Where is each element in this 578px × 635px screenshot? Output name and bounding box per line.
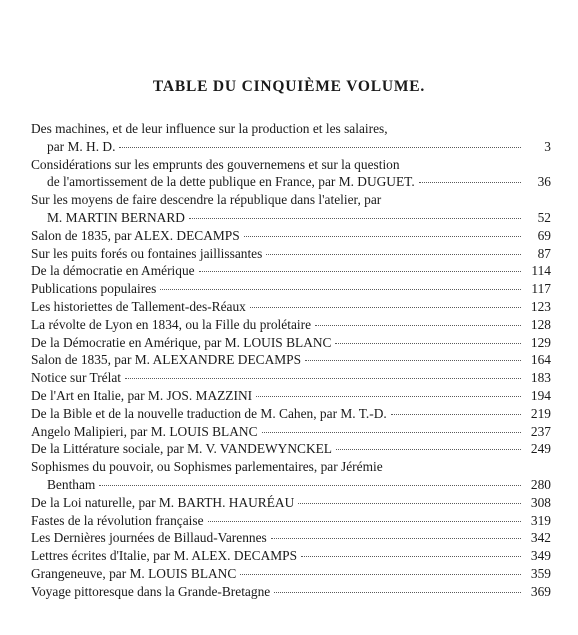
toc-entry [31, 583, 551, 601]
toc-entry-last-line [31, 280, 551, 298]
toc-page-number: 3 [544, 138, 551, 154]
toc-page-number: 194 [530, 387, 551, 403]
toc-entry-text: Notice sur Trélat [31, 370, 122, 386]
toc-entry-last-line [31, 405, 551, 423]
toc-entry [31, 512, 551, 530]
toc-entry-last-line [31, 138, 551, 156]
toc-entry-last-line [31, 369, 551, 387]
toc-entry-text: Angelo Malipieri, par M. LOUIS BLANC [31, 423, 258, 439]
toc-entry-last-line [31, 227, 551, 245]
toc-page-number: 219 [530, 405, 551, 421]
toc-entry-text: de l'amortissement de la dette publique en France, par M. DUGUET. [47, 174, 415, 190]
table-of-contents [31, 120, 551, 601]
toc-entry [31, 369, 551, 387]
toc-page-number: 129 [530, 334, 551, 350]
toc-page-number: 69 [537, 227, 551, 243]
toc-entry-text: Salon de 1835, par M. ALEXANDRE DECAMPS [31, 352, 302, 368]
toc-entry [31, 334, 551, 352]
toc-entry-last-line [31, 173, 551, 191]
toc-page-number: 280 [530, 476, 551, 492]
dot-leader [335, 343, 521, 344]
toc-entry-line [31, 120, 551, 138]
toc-entry-text: Grangeneuve, par M. LOUIS BLANC [31, 565, 237, 581]
dot-leader [271, 538, 521, 539]
toc-entry [31, 262, 551, 280]
dot-leader [208, 521, 521, 522]
dot-leader [274, 592, 521, 593]
toc-page-number: 36 [537, 174, 551, 190]
toc-entry-last-line [31, 565, 551, 583]
toc-entry [31, 351, 551, 369]
toc-page-number: 308 [530, 494, 551, 510]
dot-leader [419, 182, 521, 183]
dot-leader [336, 449, 521, 450]
toc-entry-last-line [31, 334, 551, 352]
toc-entry-text: De la démocratie en Amérique [31, 263, 195, 279]
toc-page-number: 123 [530, 298, 551, 314]
toc-entry-line [31, 458, 551, 476]
toc-entry [31, 316, 551, 334]
toc-page-number: 237 [530, 423, 551, 439]
toc-entry-text: De la Loi naturelle, par M. BARTH. HAURÉAU [31, 494, 295, 510]
toc-entry [31, 423, 551, 441]
toc-entry-line [31, 191, 551, 209]
toc-entry [31, 565, 551, 583]
toc-entry-last-line [31, 547, 551, 565]
toc-page-number: 87 [537, 245, 551, 261]
dot-leader [305, 360, 521, 361]
toc-page-number: 342 [530, 530, 551, 546]
toc-entry-text: Les historiettes de Tallement-des-Réaux [31, 298, 246, 314]
toc-entry [31, 156, 551, 192]
toc-entry-text: La révolte de Lyon en 1834, ou la Fille du prolétaire [31, 316, 312, 332]
toc-entry-last-line [31, 245, 551, 263]
toc-entry-text: Sophismes du pouvoir, ou Sophismes parlementaires, par Jérémie [31, 459, 383, 475]
toc-entry-text: Des machines, et de leur influence sur la production et les salaires, [31, 121, 388, 136]
toc-page-number: 369 [530, 583, 551, 599]
toc-page-number: 249 [530, 441, 551, 457]
toc-page-number: 359 [530, 565, 551, 581]
toc-entry [31, 191, 551, 227]
toc-entry [31, 547, 551, 565]
dot-leader [244, 236, 521, 237]
toc-page-number: 349 [530, 548, 551, 564]
toc-entry-last-line [31, 209, 551, 227]
toc-page-number: 128 [530, 316, 551, 332]
toc-page-number: 117 [531, 281, 551, 297]
toc-entry-line [31, 156, 551, 174]
toc-entry-text: De la Démocratie en Amérique, par M. LOUIS BLANC [31, 334, 332, 350]
toc-entry-text: De la Bible et de la nouvelle traduction de M. Cahen, par M. T.-D. [31, 405, 387, 421]
toc-entry [31, 494, 551, 512]
toc-entry-last-line [31, 512, 551, 530]
dot-leader [99, 485, 521, 486]
toc-page-number: 164 [530, 352, 551, 368]
toc-entry-text: Sur les moyens de faire descendre la république dans l'atelier, par [31, 192, 382, 208]
dot-leader [256, 396, 521, 397]
toc-page-number: 319 [530, 512, 551, 528]
dot-leader [262, 432, 522, 433]
toc-entry-text: Voyage pittoresque dans la Grande-Bretagne [31, 583, 271, 599]
toc-entry [31, 227, 551, 245]
toc-entry-text: Sur les puits forés ou fontaines jaillissantes [31, 245, 263, 261]
dot-leader [301, 556, 521, 557]
dot-leader [160, 289, 521, 290]
toc-entry-last-line [31, 423, 551, 441]
toc-entry-last-line [31, 476, 551, 494]
dot-leader [315, 325, 521, 326]
toc-entry [31, 440, 551, 458]
toc-entry [31, 529, 551, 547]
dot-leader [240, 574, 521, 575]
dot-leader [250, 307, 521, 308]
dot-leader [298, 503, 521, 504]
toc-entry-text: Salon de 1835, par ALEX. DECAMPS [31, 227, 240, 243]
toc-entry [31, 280, 551, 298]
page-title: TABLE DU CINQUIÈME VOLUME. [152, 78, 426, 95]
toc-entry-last-line [31, 316, 551, 334]
toc-entry-text: De la Littérature sociale, par M. V. VANDEWYNCKEL [31, 441, 332, 457]
toc-entry-text: par M. H. D. [47, 138, 116, 154]
toc-entry-text: De l'Art en Italie, par M. JOS. MAZZINI [31, 387, 253, 403]
toc-entry-text: Publications populaires [31, 281, 157, 297]
dot-leader [391, 414, 521, 415]
toc-entry [31, 387, 551, 405]
toc-entry-last-line [31, 351, 551, 369]
toc-entry-text: Lettres écrites d'Italie, par M. ALEX. DECAMPS [31, 548, 298, 564]
dot-leader [189, 218, 521, 219]
toc-entry-last-line [31, 529, 551, 547]
toc-entry [31, 405, 551, 423]
toc-entry-last-line [31, 494, 551, 512]
toc-entry-text: Les Dernières journées de Billaud-Varennes [31, 530, 267, 546]
toc-entry [31, 120, 551, 156]
toc-entry-last-line [31, 387, 551, 405]
dot-leader [125, 378, 521, 379]
toc-entry [31, 458, 551, 494]
toc-entry-text: Considérations sur les emprunts des gouvernemens et sur la question [31, 156, 400, 172]
toc-entry-text: M. MARTIN BERNARD [47, 209, 185, 225]
dot-leader [266, 254, 521, 255]
toc-page-number: 114 [531, 263, 551, 279]
toc-entry-last-line [31, 298, 551, 316]
dot-leader [119, 147, 521, 148]
toc-entry-last-line [31, 440, 551, 458]
toc-page-number: 183 [530, 370, 551, 386]
toc-entry [31, 245, 551, 263]
toc-entry-last-line [31, 262, 551, 280]
toc-entry-text: Bentham [47, 476, 96, 492]
toc-entry-last-line [31, 583, 551, 601]
toc-page-number: 52 [537, 209, 551, 225]
dot-leader [199, 271, 521, 272]
toc-entry-text: Fastes de la révolution française [31, 512, 204, 528]
toc-entry [31, 298, 551, 316]
